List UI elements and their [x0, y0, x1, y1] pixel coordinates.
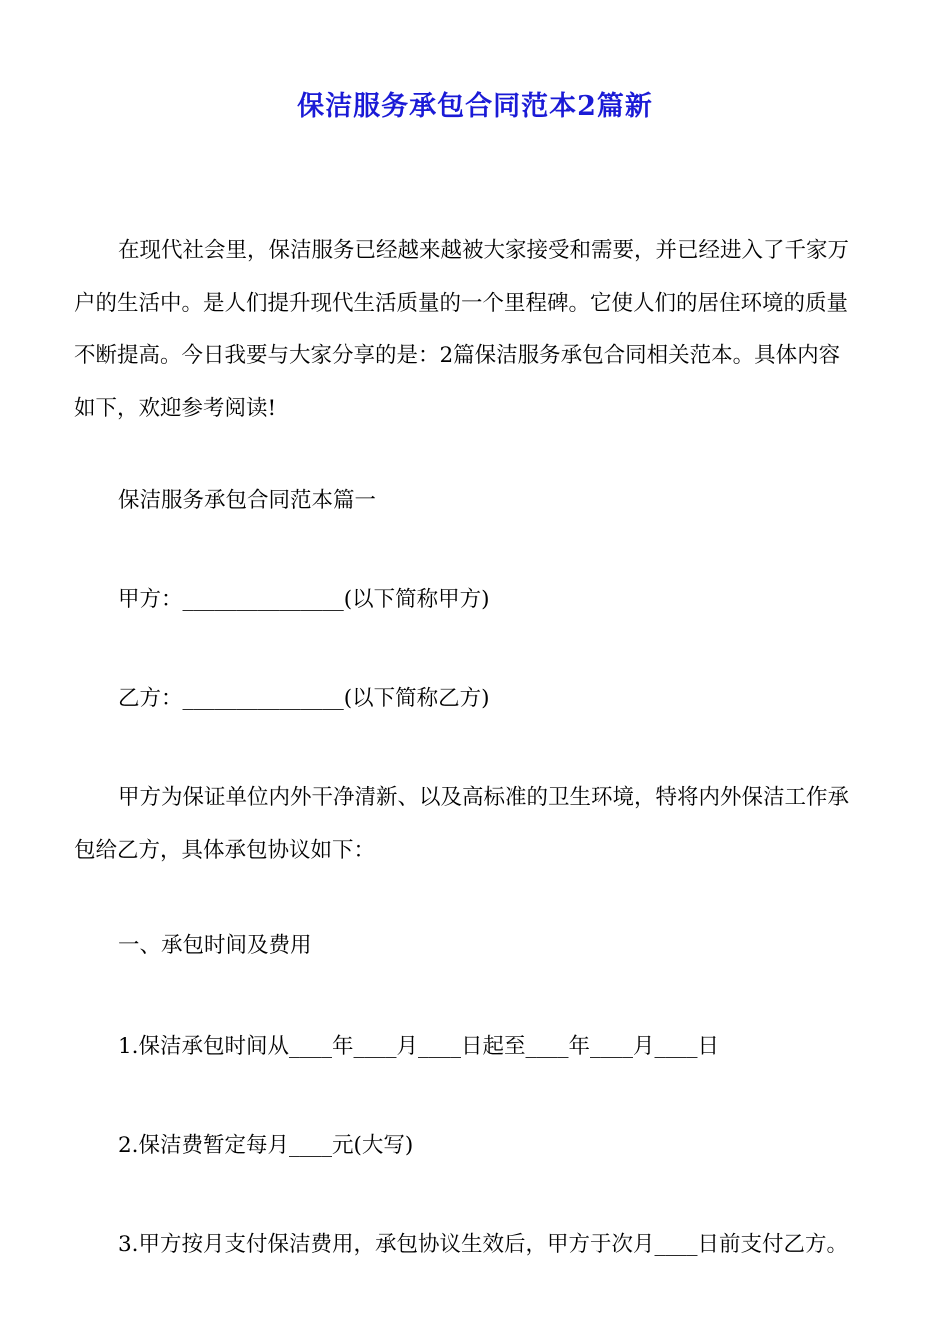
section-heading: 保洁服务承包合同范本篇一: [118, 488, 377, 513]
intro-line: 不断提高。今日我要与大家分享的是：2篇保洁服务承包合同相关范本。具体内容: [74, 343, 841, 368]
purpose-line: 甲方为保证单位内外干净清新、以及高标准的卫生环境，特将内外保洁工作承: [118, 785, 850, 810]
party-a-line: 甲方：_______________(以下简称甲方): [118, 587, 490, 612]
intro-line: 如下，欢迎参考阅读!: [74, 395, 277, 421]
clause-heading: 一、承包时间及费用: [118, 933, 312, 958]
intro-line: 在现代社会里，保洁服务已经越来越被大家接受和需要，并已经进入了千家万: [118, 238, 850, 263]
purpose-paragraph: [74, 772, 882, 877]
clause-1: 1.保洁承包时间从____年____月____日起至____年____月____日: [118, 1034, 720, 1059]
clause-3: 3.甲方按月支付保洁费用，承包协议生效后，甲方于次月____日前支付乙方。: [118, 1232, 849, 1257]
intro-line: 户的生活中。是人们提升现代生活质量的一个里程碑。它使人们的居住环境的质量: [74, 290, 849, 316]
party-b-line: 乙方：_______________(以下简称乙方): [118, 686, 490, 711]
clause-2: 2.保洁费暂定每月____元(大写): [118, 1133, 414, 1158]
document-title: 保洁服务承包合同范本2篇新: [297, 91, 653, 122]
intro-paragraph: [74, 225, 882, 435]
purpose-line: 包给乙方，具体承包协议如下：: [74, 837, 376, 863]
